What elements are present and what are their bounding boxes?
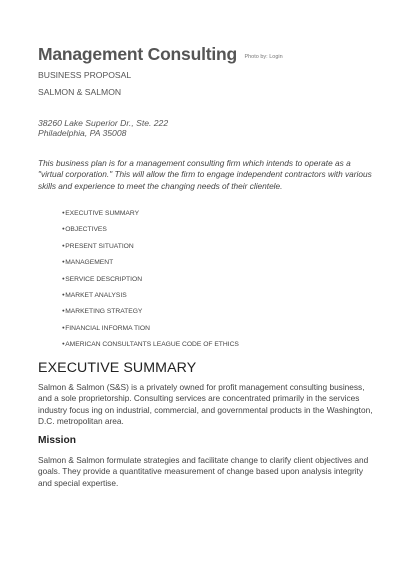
toc-item-label: SERVICE DESCRIPTION — [65, 275, 143, 283]
title-row — [38, 44, 283, 65]
toc-item-label: MANAGEMENT — [65, 259, 114, 267]
toc-item — [62, 276, 142, 283]
intro-paragraph: This business plan is for a management consulting firm which intends to operate as a "virtual corporation." This will allow the firm to engage independent contractors with various skills and experience to meet the changing needs of their clientele. — [38, 158, 372, 191]
toc-item-label: MARKET ANALYSIS — [65, 292, 127, 299]
toc-item — [62, 210, 139, 217]
bullet-icon: ● — [62, 324, 65, 330]
toc-item-label: OBJECTIVES — [65, 226, 107, 234]
bullet-icon: ● — [62, 341, 65, 347]
bullet-icon: ● — [62, 242, 65, 248]
toc-item — [62, 243, 134, 250]
toc-item — [62, 292, 127, 299]
bullet-icon: ● — [62, 210, 65, 215]
address-line-2: Philadelphia, PA 35008 — [38, 128, 127, 138]
address-line-1: 38260 Lake Superior Dr., Ste. 222 — [38, 118, 169, 128]
bullet-icon: ● — [62, 275, 65, 281]
toc-item-label: EXECUTIVE SUMMARY — [65, 210, 140, 217]
bullet-icon: ● — [62, 308, 65, 314]
toc-item — [62, 325, 150, 332]
toc-item-label: PRESENT SITUATION — [65, 242, 134, 250]
toc-item — [62, 308, 142, 315]
toc-item — [62, 259, 113, 266]
bullet-icon: ● — [62, 226, 65, 232]
toc-item — [62, 226, 107, 233]
proposal-type: BUSINESS PROPOSAL — [38, 70, 132, 80]
mission-heading: Mission — [38, 435, 76, 446]
bullet-icon: ● — [62, 259, 65, 265]
toc-item-label: AMERICAN CONSULTANTS LEAGUE CODE OF ETHICS — [65, 341, 239, 349]
toc-item-label: FINANCIAL INFORMA TION — [65, 324, 150, 332]
company-name: SALMON & SALMON — [38, 87, 122, 97]
photo-credit: Photo by: Login — [244, 54, 283, 60]
bullet-icon: ● — [62, 292, 65, 297]
executive-summary-paragraph: Salmon & Salmon (S&S) is a privately owned for profit management consulting business, and a sole proprietorship. Consulting services are concentrated primarily in the services industry focus ing on industrial, commercial, and governmental products in the Washington, D.C. metropolitan area. — [38, 382, 373, 426]
mission-paragraph: Salmon & Salmon formulate strategies and facilitate change to clarify client objectives and goals. They provide a quantitative measurement of change based upon analysis integrity and special expertise. — [38, 455, 369, 488]
toc-item-label: MARKETING STRATEGY — [65, 308, 143, 316]
document-title: Management Consulting — [38, 44, 237, 64]
executive-summary-heading: EXECUTIVE SUMMARY — [38, 360, 197, 376]
toc-item — [62, 341, 239, 348]
